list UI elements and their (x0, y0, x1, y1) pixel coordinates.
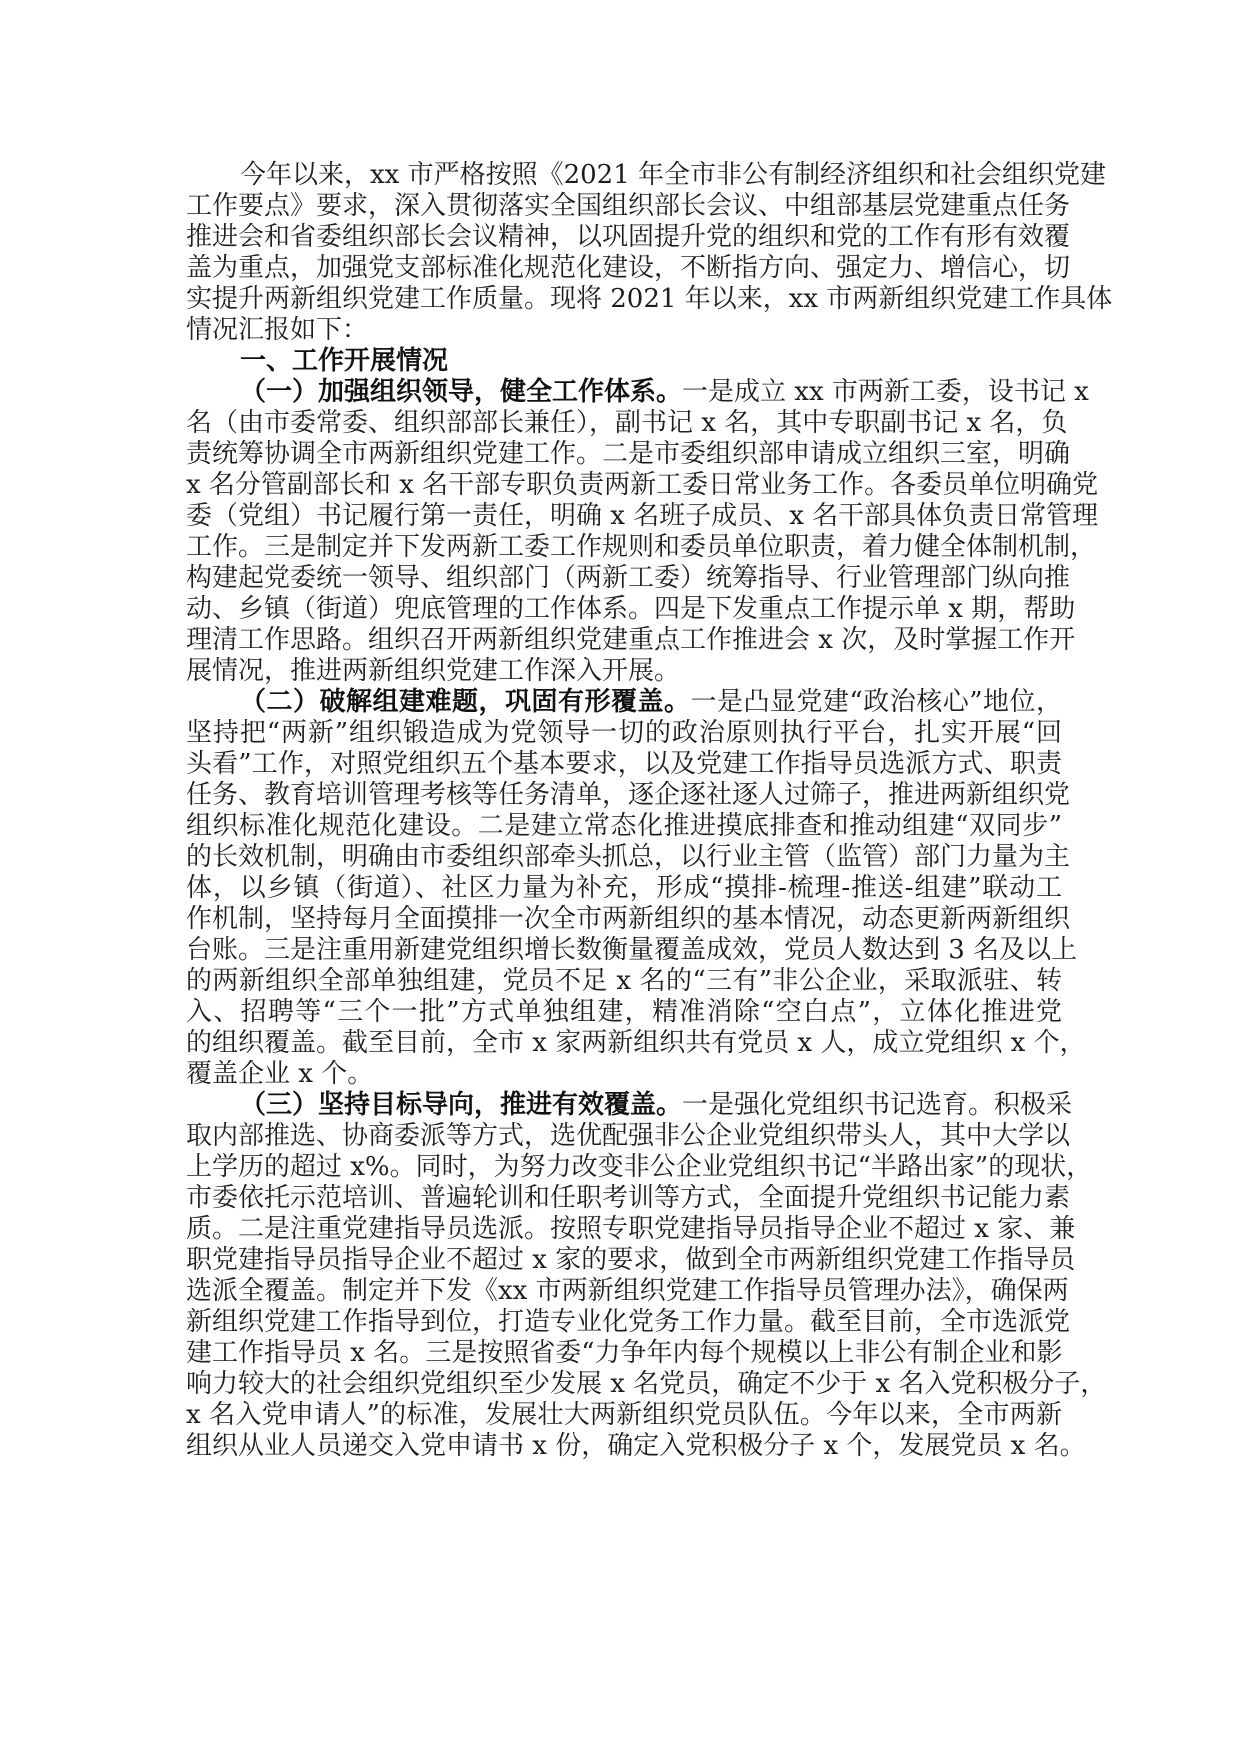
subsection-paragraph (186, 1090, 1107, 1462)
text-line: 入、招聘等“三个一批”方式单独组建，精准消除“空白点”，立体化推进党 (186, 997, 1062, 1027)
text-line: 作机制，坚持每月全面摸排一次全市两新组织的基本情况，动态更新两新组织 (186, 904, 1071, 934)
text-line (186, 687, 1062, 718)
text-line: 实提升两新组织党建工作质量。现将 2021 年以来，xx 市两新组织党建工作具体 (186, 284, 1113, 314)
text-line: 盖为重点，加强党支部标准化规范化建设，不断指方向、强定力、增信心，切 (186, 253, 1071, 283)
text-line: 上学历的超过 x%。同时，为努力改变非公企业党组织书记“半路出家”的现状， (186, 1152, 1093, 1182)
text-line: 名（由市委常委、组织部部长兼任），副书记 x 名，其中专职副书记 x 名，负 (186, 408, 1068, 438)
text-line: 工作要点》要求，深入贯彻落实全国组织部长会议、中组部基层党建重点任务 (186, 191, 1071, 221)
text-line: 体，以乡镇（街道）、社区力量为补充，形成“摸排-梳理-推送-组建”联动工 (186, 873, 1062, 903)
subsection-title: （三）坚持目标导向，推进有效覆盖。 (240, 1090, 683, 1120)
text-line: 今年以来，xx 市严格按照《2021 年全市非公有制经济组织和社会组织党建 (240, 160, 1107, 190)
text-line: x 名入党申请人”的标准，发展壮大两新组织党员队伍。今年以来，全市两新 (186, 1400, 1062, 1430)
text-line: 响力较大的社会组织党组织至少发展 x 名党员，确定不少于 x 名入党积极分子， (186, 1369, 1107, 1399)
text-line: 情况汇报如下： (186, 315, 369, 345)
text-line: 头看”工作，对照党组织五个基本要求，以及党建工作指导员选派方式、职责 (186, 749, 1062, 779)
subsection-paragraph (186, 377, 1099, 687)
subsection-paragraph (186, 687, 1086, 1090)
text-line (186, 1090, 1073, 1121)
text-line: 的两新组织全部单独组建，党员不足 x 名的“三有”非公企业，采取派驻、转 (186, 966, 1062, 996)
text-line: 覆盖企业 x 个。 (186, 1059, 374, 1089)
text-line: 的组织覆盖。截至目前，全市 x 家两新组织共有党员 x 人，成立党组织 x 个， (186, 1028, 1086, 1058)
text-line: 组织从业人员递交入党申请书 x 份，确定入党积极分子 x 个，发展党员 x 名。 (186, 1431, 1086, 1461)
text-line: 职党建指导员指导企业不超过 x 家的要求，做到全市两新组织党建工作指导员 (186, 1245, 1076, 1275)
text-line: 的长效机制，明确由市委组织部牵头抓总，以行业主管（监管）部门力量为主 (186, 842, 1071, 872)
text-line: 台账。三是注重用新建党组织增长数衡量覆盖成效，党员人数达到 3 名及以上 (186, 935, 1078, 965)
text-line: 理清工作思路。组织召开两新组织党建重点工作推进会 x 次，及时掌握工作开 (186, 625, 1076, 655)
text-line: 质。二是注重党建指导员选派。按照专职党建指导员指导企业不超过 x 家、兼 (186, 1214, 1076, 1244)
text-line: 任务、教育培训管理考核等任务清单，逐企逐社逐人过筛子，推进两新组织党 (186, 780, 1071, 810)
text-line: 构建起党委统一领导、组织部门（两新工委）统筹指导、行业管理部门纵向推 (186, 563, 1071, 593)
text-line: 选派全覆盖。制定并下发《xx 市两新组织党建工作指导员管理办法》，确保两 (186, 1276, 1069, 1306)
section-heading (186, 346, 1062, 377)
text-line: 责统筹协调全市两新组织党建工作。二是市委组织部申请成立组织三室，明确 (186, 439, 1071, 469)
text-line: 一、工作开展情况 (240, 346, 449, 376)
text-line: 工作。三是制定并下发两新工委工作规则和委员单位职责，着力健全体制机制， (186, 532, 1097, 562)
text-line: 新组织党建工作指导到位，打造专业化党务工作力量。截至目前，全市选派党 (186, 1307, 1071, 1337)
text-line (186, 377, 1089, 408)
text-line: 委（党组）书记履行第一责任，明确 x 名班子成员、x 名干部具体负责日常管理 (186, 501, 1099, 531)
text-line-content: 一是凸显党建“政治核心”地位， (690, 687, 1062, 717)
text-line: 组织标准化规范化建设。二是建立常态化推进摸底排查和推动组建“双同步” (186, 811, 1062, 841)
text-line: 建工作指导员 x 名。三是按照省委“力争年内每个规模以上非公有制企业和影 (186, 1338, 1063, 1368)
subsection-title: （一）加强组织领导，健全工作体系。 (240, 377, 683, 407)
text-line: 推进会和省委组织部长会议精神，以巩固提升党的组织和党的工作有形有效覆 (186, 222, 1071, 252)
text-line: 动、乡镇（街道）兜底管理的工作体系。四是下发重点工作提示单 x 期，帮助 (186, 594, 1076, 624)
text-line: 取内部推选、协商委派等方式，选优配强非公企业党组织带头人，其中大学以 (186, 1121, 1071, 1151)
text-line: 市委依托示范培训、普遍轮训和任职考训等方式，全面提升党组织书记能力素 (186, 1183, 1071, 1213)
text-line-content: 一是强化党组织书记选育。积极采 (682, 1090, 1073, 1120)
text-line: 坚持把“两新”组织锻造成为党领导一切的政治原则执行平台，扎实开展“回 (186, 718, 1062, 748)
text-line-content: 一是成立 xx 市两新工委，设书记 x (682, 377, 1089, 407)
subsection-title: （二）破解组建难题，巩固有形覆盖。 (240, 687, 691, 717)
text-line: 展情况，推进两新组织党建工作深入开展。 (186, 656, 681, 686)
document-body (186, 160, 1113, 1462)
intro-paragraph (186, 160, 1113, 346)
text-line: x 名分管副部长和 x 名干部专职负责两新工委日常业务工作。各委员单位明确党 (186, 470, 1099, 500)
